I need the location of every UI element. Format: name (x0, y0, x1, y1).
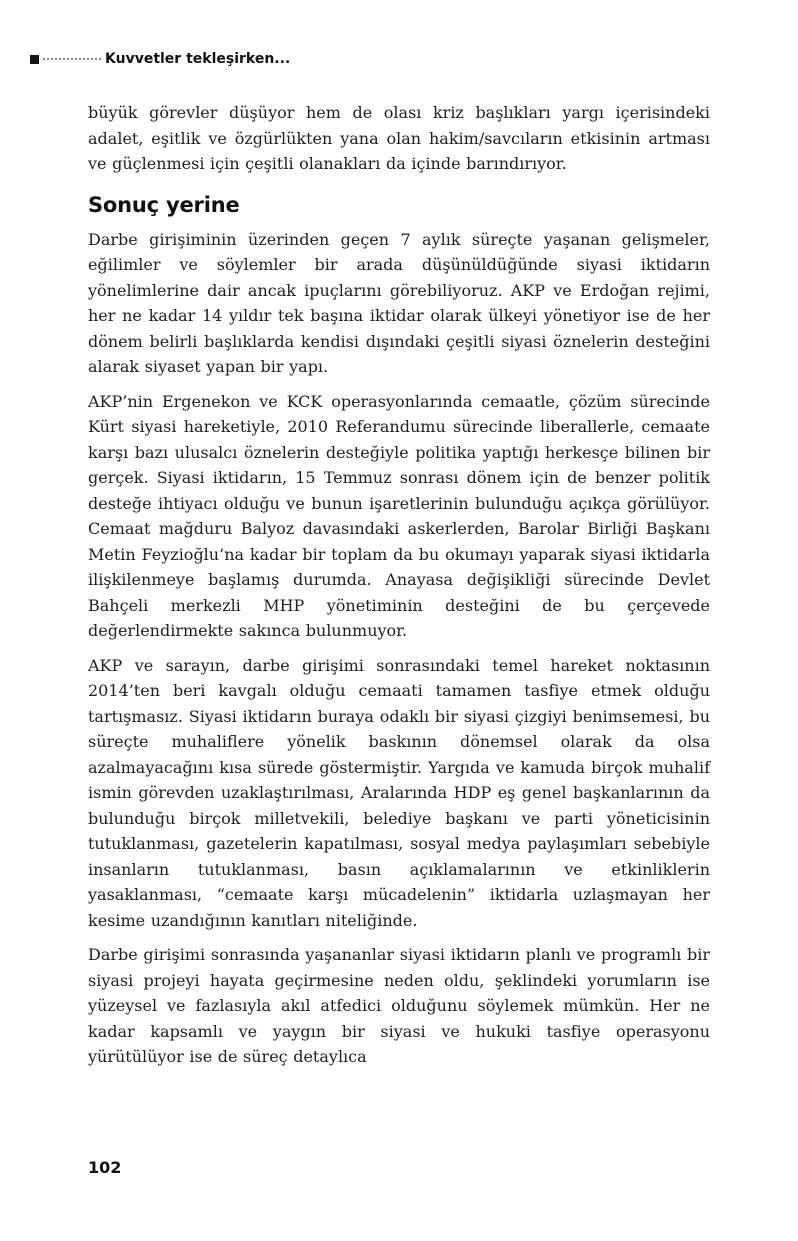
body-paragraph: Darbe girişiminin üzerinden geçen 7 aylık süreçte yaşanan gelişmeler, eğilimler ve söylemler bir arada düşünüldüğünde siyasi iktidarın yönelimlerine dair ancak ipuçlarını görebiliyoruz. AKP ve Erdoğan rejimi, her ne kadar 14 yıldır tek başına iktidar olarak ülkeyi yönetiyor ise de her dönem belirli başlıklarda kendisi dışındaki çeşitli siyasi öznelerin desteğini alarak siyaset yapan bir yapı. (88, 229, 710, 376)
page-body (88, 100, 710, 1079)
body-paragraph: AKP ve sarayın, darbe girişimi sonrasındaki temel hareket noktasının 2014’ten beri kavgalı olduğu cemaati tamamen tasfiye etmek olduğu tartışmasız. Siyasi iktidarın buraya odaklı bir siyasi çizgiyi benimsemesi, bu süreçte muhaliflere yönelik baskının dönemsel olarak da olsa azalmayacağını kısa sürede göstermiştir. Yargıda ve kamuda birçok muhalif ismin görevden uzaklaştırılması, Aralarında HDP eş genel başkanlarının da bulunduğu birçok milletvekili, belediye başkanı ve parti yöneticisinin tutuklanması, gazetelerin kapatılması, sosyal medya paylaşımları sebebiyle insanların tutuklanması, basın açıklamalarının ve etkinliklerin yasaklanması, “cemaate karşı mücadelenin” iktidarla uzlaşmayan her kesime uzandığının kanıtları niteliğinde. (88, 655, 710, 930)
square-bullet-icon (30, 55, 39, 64)
page-footer (88, 1158, 121, 1177)
page-number: 102 (88, 1158, 122, 1177)
body-paragraph: AKP’nin Ergenekon ve KCK operasyonlarında cemaatle, çözüm sürecinde Kürt siyasi hareketiyle, 2010 Referandumu sürecinde liberallerle, cemaate karşı bazı ulusalcı öznelerin desteğiyle politika yaptığı herkesçe bilinen bir gerçek. Siyasi iktidarın, 15 Temmuz sonrası dönem için de benzer politik desteğe ihtiyacı olduğu ve bunun işaretlerinin bulunduğu açıkça görülüyor. Cemaat mağduru Balyoz davasındaki askerlerden, Barolar Birliği Başkanı Metin Feyzioğlu’na kadar bir toplam da bu okumayı yaparak siyasi iktidarla ilişkilenmeye başlamış durumda. Anayasa değişikliği sürecinde Devlet Bahçeli merkezli MHP yönetiminin desteğini de bu çerçevede değerlendirmekte sakınca bulunmuyor. (88, 391, 710, 640)
intro-paragraph: büyük görevler düşüyor hem de olası kriz başlıkları yargı içerisindeki adalet, eşitlik ve özgürlükten yana olan hakim/savcıların etkisinin artması ve güçlenmesi için çeşitli olanakları da içinde barındırıyor. (88, 103, 710, 173)
body-paragraph: Darbe girişimi sonrasında yaşananlar siyasi iktidarın planlı ve programlı bir siyasi projeyi hayata geçirmesine neden oldu, şeklindeki yorumların ise yüzeysel ve fazlasıyla akıl atfedici olduğunu söylemek mümkün. Her ne kadar kapsamlı ve yaygın bir siyasi ve hukuki tasfiye operasyonu yürütülüyor ise de süreç detaylıca (88, 945, 710, 1066)
running-header (30, 50, 710, 68)
section-heading: Sonuç yerine (88, 192, 240, 217)
dotted-rule (43, 58, 101, 60)
running-header-title: Kuvvetler tekleşirken... (105, 51, 291, 67)
